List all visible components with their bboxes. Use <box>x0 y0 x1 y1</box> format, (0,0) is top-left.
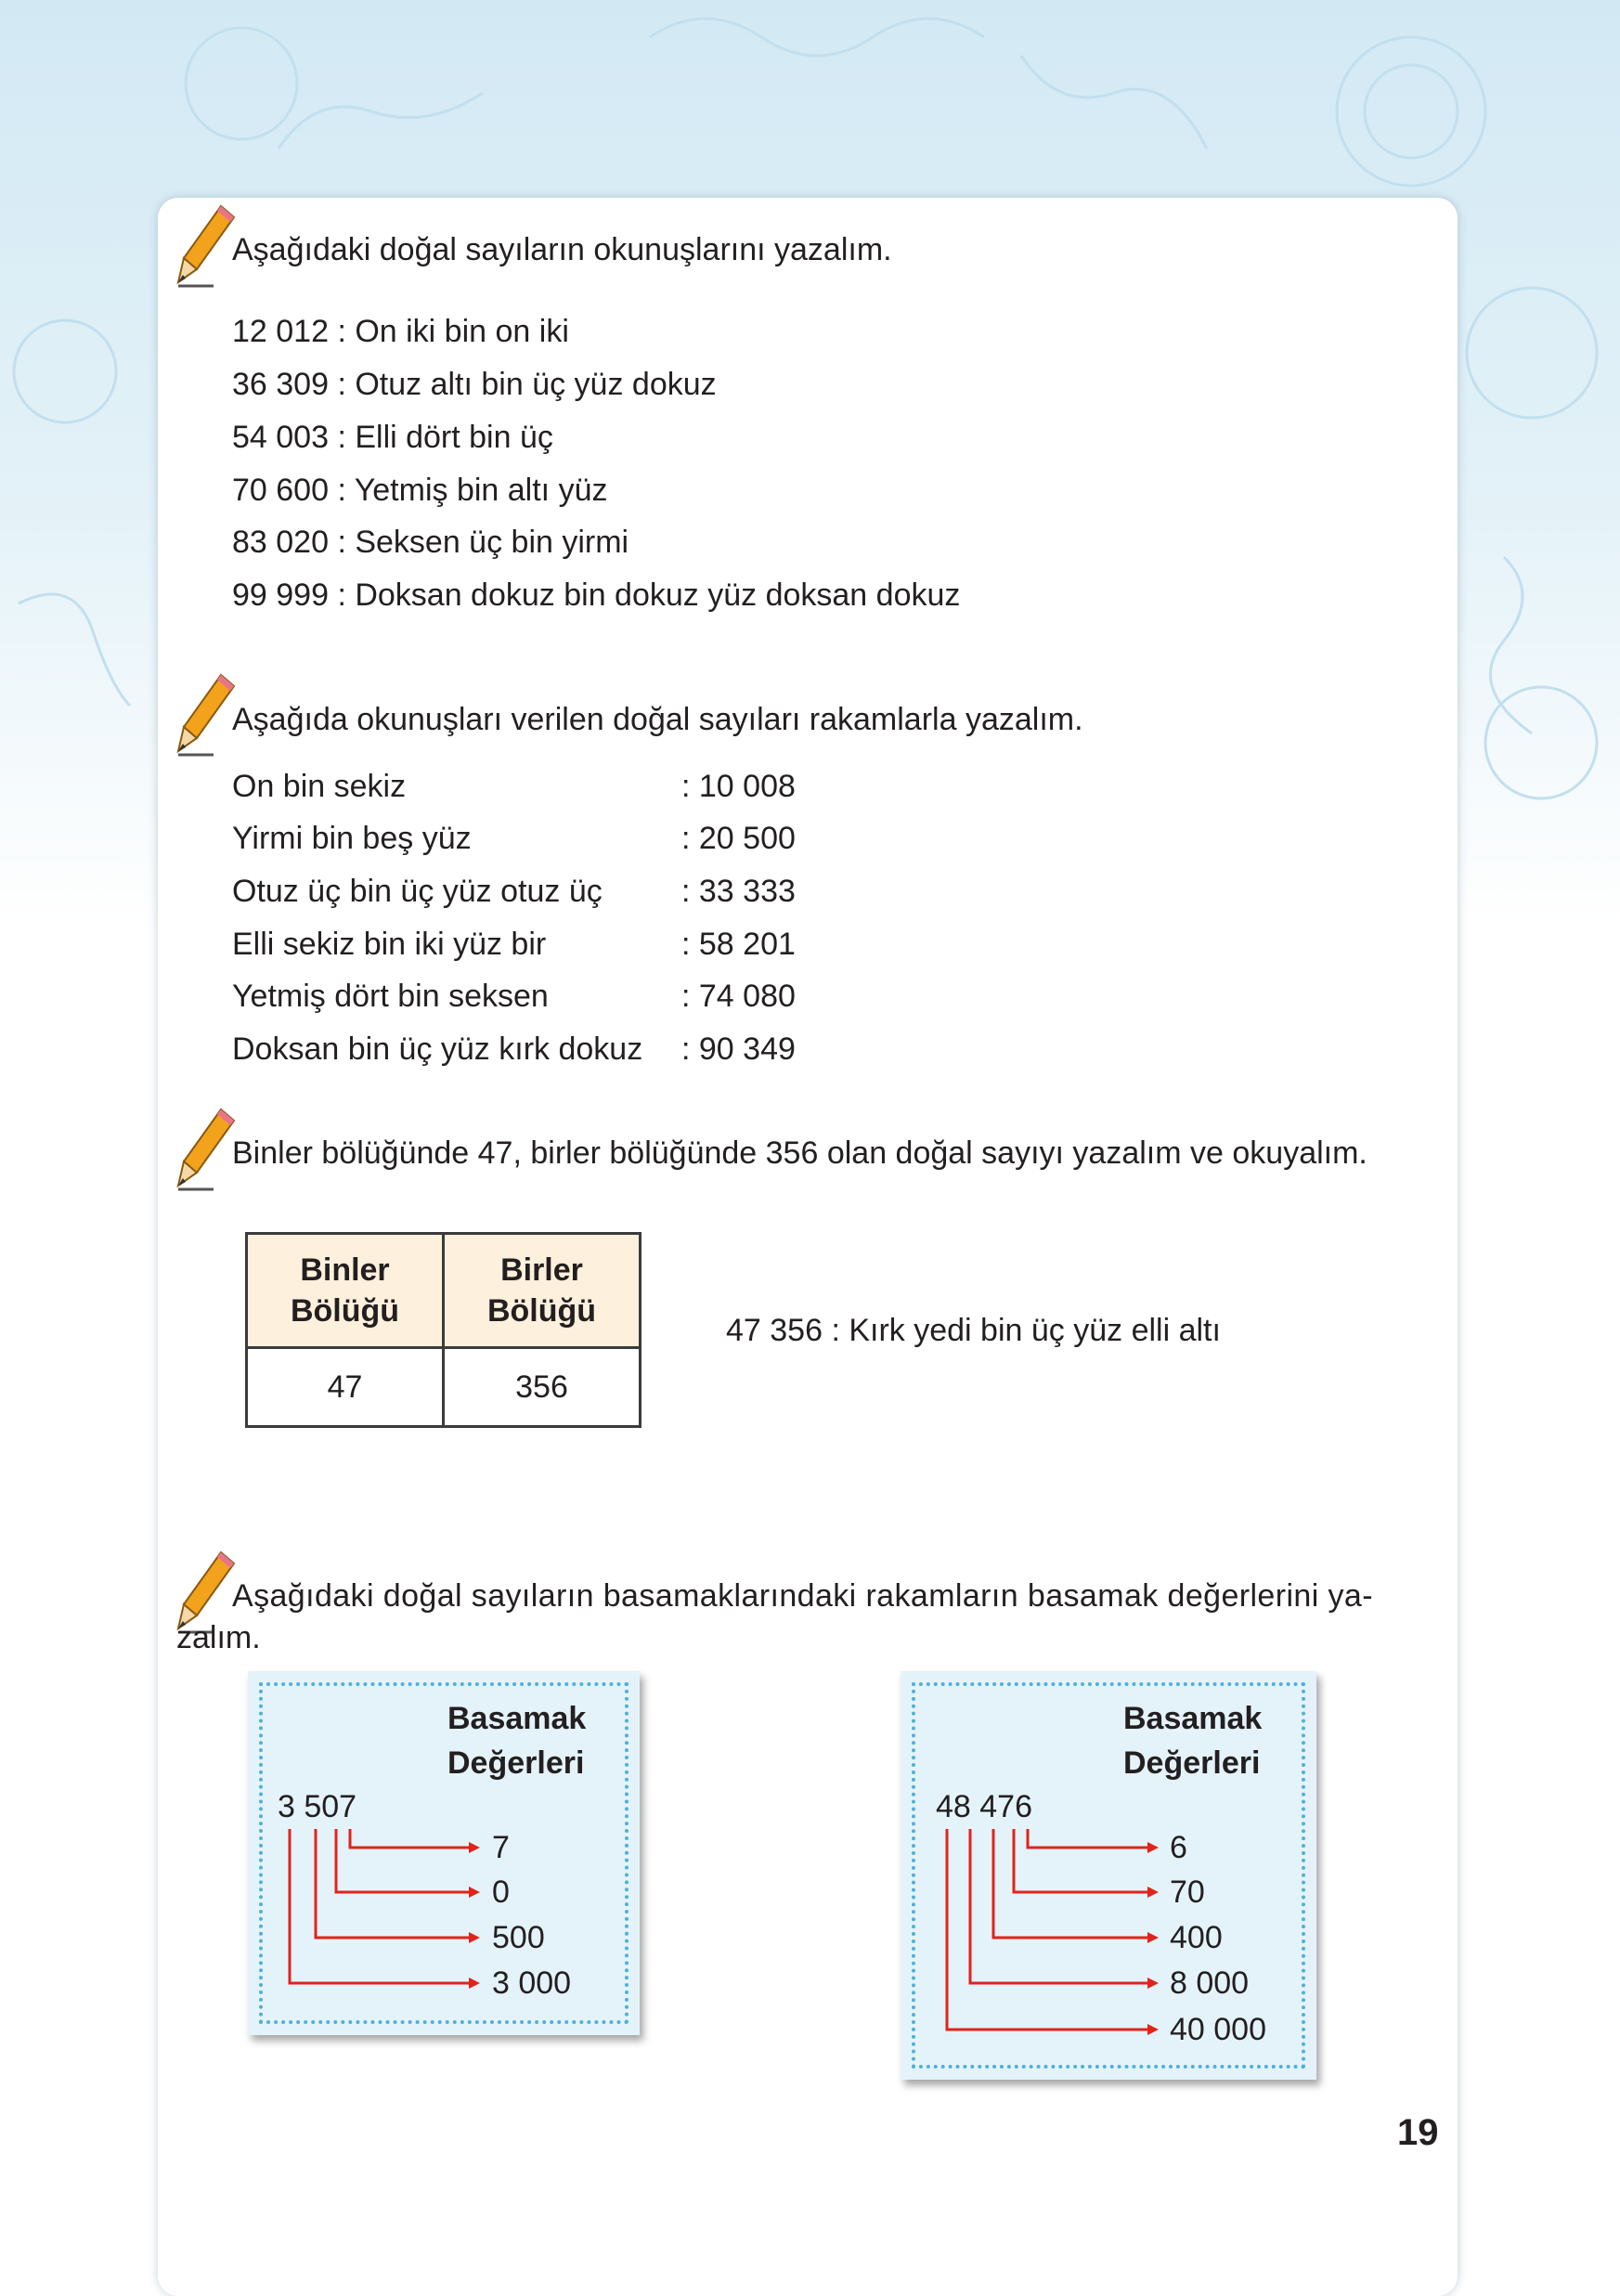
box1-value-2: 0 <box>492 1874 510 1910</box>
basamak-box-1 <box>248 1671 640 2035</box>
reading-line-3: 54 003 : Elli dört bin üç <box>232 420 553 455</box>
section4-heading-line2: zalım. <box>176 1620 261 1655</box>
binler-header-line2: Bölüğü <box>290 1293 400 1329</box>
birler-value: 356 <box>444 1348 641 1427</box>
binler-value: 47 <box>247 1348 444 1427</box>
box2-value-1: 6 <box>1170 1830 1187 1865</box>
words-row-1: On bin sekiz <box>232 769 407 804</box>
section1-heading: Aşağıdaki doğal sayıların okunuşlarını yazalım. <box>232 232 892 267</box>
number-row-6: : 90 349 <box>681 1031 796 1067</box>
basamak-box-2 <box>901 1671 1316 2080</box>
words-row-3: Otuz üç bin üç yüz otuz üç <box>232 874 603 909</box>
birler-header <box>444 1234 641 1348</box>
reading-line-4: 70 600 : Yetmiş bin altı yüz <box>232 473 608 508</box>
basamak-title-2-line1: Basamak <box>1123 1701 1263 1736</box>
box1-number: 3 507 <box>278 1789 357 1824</box>
box2-number: 48 476 <box>936 1789 1032 1824</box>
basamak-title-2-line2: Değerleri <box>1123 1745 1261 1781</box>
birler-header-line1: Birler <box>500 1252 583 1288</box>
box2-value-2: 70 <box>1170 1874 1205 1910</box>
birler-header-line2: Bölüğü <box>486 1293 597 1329</box>
number-row-2: : 20 500 <box>681 821 796 856</box>
section4-heading-line1: Aşağıdaki doğal sayıların basamaklarındaki rakamların basamak değerlerini ya- <box>232 1578 1373 1614</box>
box1-value-1: 7 <box>492 1830 510 1865</box>
reading-line-2: 36 309 : Otuz altı bin üç yüz dokuz <box>232 367 717 402</box>
basamak-title-1-line1: Basamak <box>447 1701 587 1736</box>
number-row-4: : 58 201 <box>681 927 796 962</box>
box1-value-4: 3 000 <box>492 1965 572 2001</box>
section3-heading: Binler bölüğünde 47, birler bölüğünde 356 olan doğal sayıyı yazalım ve okuyalım. <box>232 1135 1367 1171</box>
basamak-title-1-line2: Değerleri <box>447 1745 585 1781</box>
box2-value-5: 40 000 <box>1170 2012 1266 2047</box>
words-row-5: Yetmiş dört bin seksen <box>232 979 549 1014</box>
bolum-table <box>245 1232 642 1428</box>
reading-line-6: 99 999 : Doksan dokuz bin dokuz yüz doksan dokuz <box>232 577 961 613</box>
box2-value-3: 400 <box>1170 1920 1223 1955</box>
binler-header <box>247 1234 444 1348</box>
binler-header-line1: Binler <box>300 1252 390 1288</box>
number-reading: 47 356 : Kırk yedi bin üç yüz elli altı <box>726 1313 1221 1348</box>
number-row-5: : 74 080 <box>681 979 796 1014</box>
number-row-1: : 10 008 <box>681 769 796 804</box>
pencil-icon <box>176 204 236 288</box>
box1-arrows <box>248 1671 640 2035</box>
words-row-4: Elli sekiz bin iki yüz bir <box>232 927 547 962</box>
pencil-icon <box>176 673 236 757</box>
reading-line-5: 83 020 : Seksen üç bin yirmi <box>232 525 629 560</box>
words-row-2: Yirmi bin beş yüz <box>232 821 472 856</box>
section2-heading: Aşağıda okunuşları verilen doğal sayıları rakamlarla yazalım. <box>232 702 1083 737</box>
box1-value-3: 500 <box>492 1920 545 1955</box>
number-row-3: : 33 333 <box>681 874 796 909</box>
box2-value-4: 8 000 <box>1170 1965 1250 2001</box>
words-row-6: Doksan bin üç yüz kırk dokuz <box>232 1031 643 1067</box>
page-number: 19 <box>1397 2112 1439 2153</box>
reading-line-1: 12 012 : On iki bin on iki <box>232 314 569 349</box>
pencil-icon <box>176 1108 236 1191</box>
